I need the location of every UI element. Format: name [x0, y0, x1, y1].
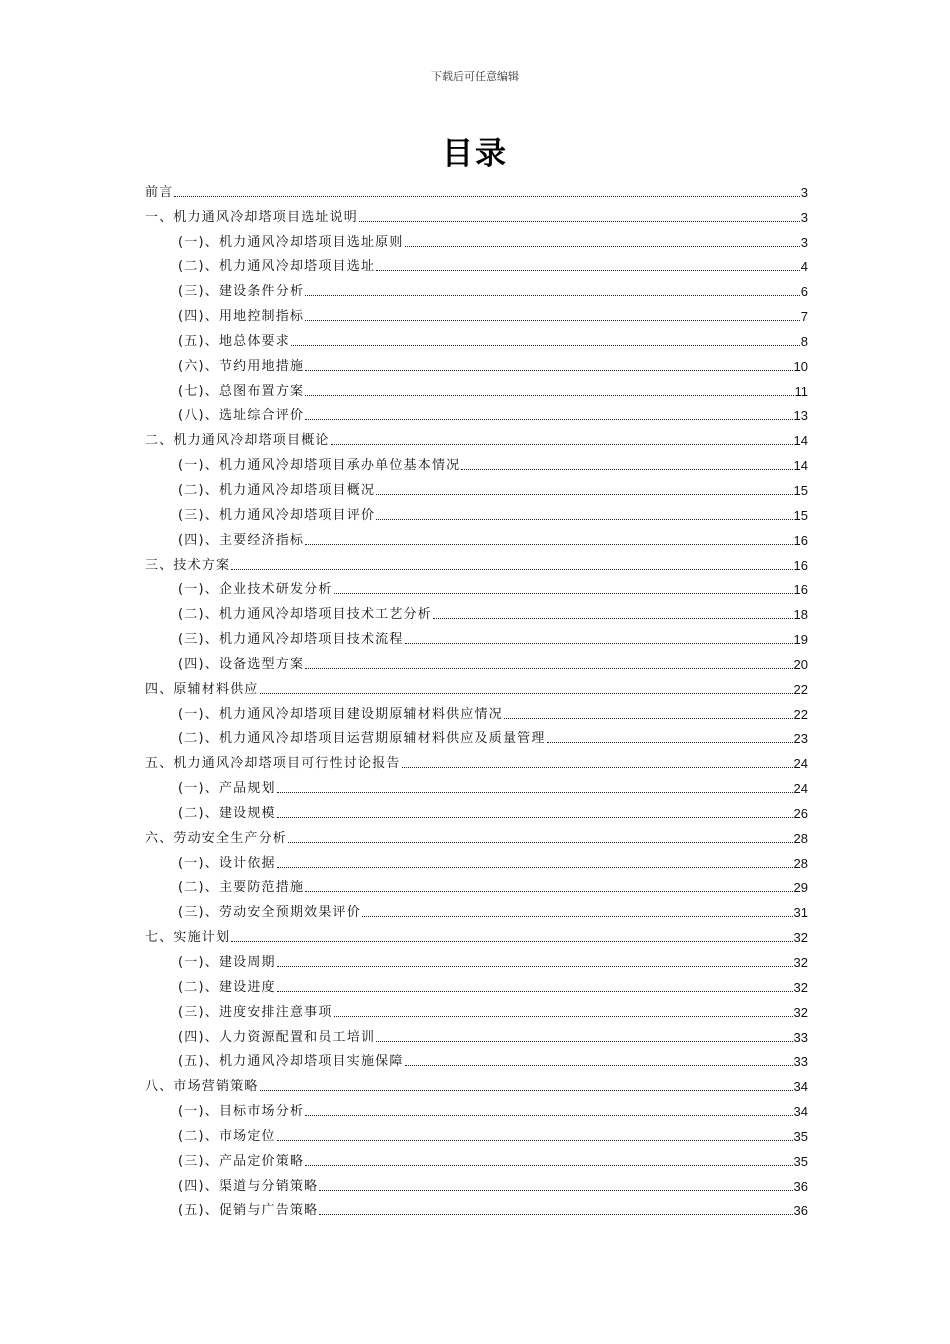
toc-entry-label: 前言: [145, 184, 174, 200]
toc-dot-leader: [277, 817, 793, 818]
toc-entry-label: (三)、机力通风冷却塔项目技术流程: [178, 632, 404, 648]
toc-page-number: 15: [793, 482, 808, 498]
toc-dot-leader: [359, 221, 800, 222]
toc-section-entry[interactable]: [145, 251, 808, 276]
toc-section-entry[interactable]: [145, 971, 808, 996]
header-note: 下载后可任意编辑: [431, 70, 519, 83]
toc-page-number: 10: [793, 358, 808, 374]
toc-section-entry[interactable]: [145, 400, 808, 425]
toc-page-number: 4: [800, 259, 808, 275]
toc-dot-leader: [260, 1090, 793, 1091]
toc-dot-leader: [504, 718, 793, 719]
toc-dot-leader: [362, 916, 793, 917]
toc-section-entry[interactable]: [145, 797, 808, 822]
toc-dot-leader: [334, 1016, 793, 1017]
toc-section-entry[interactable]: [145, 896, 808, 921]
toc-dot-leader: [405, 1065, 793, 1066]
toc-section-entry[interactable]: [145, 499, 808, 524]
toc-dot-leader: [331, 444, 793, 445]
toc-page-number: 26: [793, 805, 808, 821]
toc-section-entry[interactable]: [145, 574, 808, 599]
toc-page-number: 18: [793, 607, 808, 623]
toc-dot-leader: [376, 1041, 792, 1042]
toc-page-number: 33: [793, 1029, 808, 1045]
table-of-contents: [145, 176, 808, 1219]
toc-entry-label: 六、劳动安全生产分析: [145, 830, 288, 846]
toc-dot-leader: [305, 295, 800, 296]
toc-section-entry[interactable]: [145, 1095, 808, 1120]
toc-page-number: 20: [793, 656, 808, 672]
toc-entry-label: (二)、主要防范措施: [178, 880, 305, 896]
toc-entry-label: (六)、节约用地措施: [178, 358, 305, 374]
toc-section-entry[interactable]: [145, 275, 808, 300]
toc-dot-leader: [288, 842, 793, 843]
toc-entry-label: (五)、促销与广告策略: [178, 1203, 319, 1219]
toc-section-entry[interactable]: [145, 847, 808, 872]
toc-dot-leader: [405, 246, 800, 247]
toc-section-entry[interactable]: [145, 300, 808, 325]
toc-entry-label: (三)、劳动安全预期效果评价: [178, 905, 361, 921]
toc-section-entry[interactable]: [145, 872, 808, 897]
toc-page-number: 32: [793, 979, 808, 995]
toc-dot-leader: [402, 767, 793, 768]
toc-entry-label: (四)、用地控制指标: [178, 309, 305, 325]
toc-page-number: 36: [793, 1203, 808, 1219]
toc-dot-leader: [231, 941, 792, 942]
toc-page-number: 32: [793, 955, 808, 970]
toc-page-number: 24: [793, 756, 808, 772]
toc-dot-leader: [277, 991, 793, 992]
toc-entry-label: (二)、机力通风冷却塔项目选址: [178, 259, 376, 275]
toc-dot-leader: [174, 196, 799, 197]
toc-section-entry[interactable]: [145, 375, 808, 400]
toc-entry-label: (二)、建设进度: [178, 979, 276, 995]
toc-entry-label: (一)、目标市场分析: [178, 1104, 305, 1120]
toc-entry-label: 五、机力通风冷却塔项目可行性讨论报告: [145, 756, 401, 772]
toc-dot-leader: [305, 1115, 792, 1116]
toc-section-entry[interactable]: [145, 946, 808, 971]
toc-page-number: 23: [793, 731, 808, 747]
toc-dot-leader: [376, 519, 792, 520]
toc-section-entry[interactable]: [145, 524, 808, 549]
toc-entry-label: (二)、建设规模: [178, 805, 276, 821]
toc-page-number: 36: [793, 1178, 808, 1194]
toc-entry-label: (四)、人力资源配置和员工培训: [178, 1029, 376, 1045]
toc-entry-label: (三)、建设条件分析: [178, 284, 305, 300]
toc-page-number: 28: [793, 855, 808, 871]
toc-page-number: 33: [793, 1054, 808, 1070]
toc-dot-leader: [376, 270, 800, 271]
toc-page-number: 3: [800, 184, 808, 200]
toc-entry-label: (四)、设备选型方案: [178, 656, 305, 672]
toc-section-entry[interactable]: [145, 1120, 808, 1145]
toc-section-entry[interactable]: [145, 449, 808, 474]
toc-entry-label: (四)、主要经济指标: [178, 532, 305, 548]
toc-dot-leader: [260, 693, 793, 694]
toc-page-number: 11: [794, 383, 808, 399]
toc-page-number: 6: [800, 284, 808, 300]
toc-entry-label: 二、机力通风冷却塔项目概论: [145, 433, 330, 449]
toc-section-entry[interactable]: [145, 474, 808, 499]
toc-page-number: 35: [793, 1128, 808, 1144]
toc-section-entry[interactable]: [145, 648, 808, 673]
toc-page-number: 16: [793, 557, 808, 573]
toc-page-number: 29: [793, 880, 808, 896]
toc-entry-label: 一、机力通风冷却塔项目选址说明: [145, 209, 359, 225]
toc-entry-label: (一)、产品规划: [178, 781, 276, 797]
toc-dot-leader: [291, 345, 800, 346]
toc-page-number: 15: [793, 507, 808, 523]
toc-dot-leader: [305, 419, 792, 420]
toc-page-number: 28: [793, 830, 808, 846]
toc-page-number: 14: [793, 458, 808, 474]
toc-title: 目录: [442, 136, 508, 172]
toc-page-number: 22: [793, 706, 808, 722]
toc-dot-leader: [461, 469, 792, 470]
toc-dot-leader: [305, 1165, 792, 1166]
toc-section-entry[interactable]: [145, 1170, 808, 1195]
toc-dot-leader: [305, 320, 800, 321]
toc-chapter-entry[interactable]: [145, 673, 808, 698]
toc-entry-label: 三、技术方案: [145, 557, 231, 573]
toc-page-number: 3: [800, 209, 808, 225]
toc-entry-label: (一)、设计依据: [178, 855, 276, 871]
toc-entry-label: 八、市场营销策略: [145, 1079, 259, 1095]
toc-dot-leader: [305, 544, 792, 545]
toc-page-number: 16: [793, 582, 808, 598]
toc-entry-label: (三)、机力通风冷却塔项目评价: [178, 507, 376, 523]
toc-chapter-entry[interactable]: [145, 176, 808, 201]
toc-entry-label: (八)、选址综合评价: [178, 408, 305, 424]
toc-dot-leader: [405, 643, 793, 644]
toc-section-entry[interactable]: [145, 723, 808, 748]
toc-page-number: 14: [793, 433, 808, 449]
toc-entry-label: (二)、机力通风冷却塔项目运营期原辅材料供应及质量管理: [178, 731, 546, 747]
toc-page-number: 8: [800, 333, 808, 349]
toc-entry-label: (五)、地总体要求: [178, 333, 290, 349]
toc-dot-leader: [305, 370, 792, 371]
toc-dot-leader: [433, 618, 793, 619]
toc-entry-label: (二)、机力通风冷却塔项目概况: [178, 482, 376, 498]
toc-dot-leader: [319, 1214, 792, 1215]
toc-page-number: 16: [793, 532, 808, 548]
toc-dot-leader: [277, 1140, 793, 1141]
toc-dot-leader: [277, 966, 793, 967]
toc-chapter-entry[interactable]: [145, 822, 808, 847]
toc-chapter-entry[interactable]: [145, 1070, 808, 1095]
toc-page-number: 22: [793, 681, 808, 697]
toc-page-number: 34: [793, 1104, 808, 1120]
toc-entry-label: (二)、市场定位: [178, 1128, 276, 1144]
toc-entry-label: (三)、产品定价策略: [178, 1153, 305, 1169]
toc-dot-leader: [305, 668, 792, 669]
toc-page-number: 7: [800, 309, 808, 325]
toc-entry-label: (三)、进度安排注意事项: [178, 1004, 333, 1020]
toc-section-entry[interactable]: [145, 1195, 808, 1220]
toc-dot-leader: [231, 569, 792, 570]
toc-dot-leader: [334, 593, 793, 594]
toc-entry-label: (一)、建设周期: [178, 955, 276, 970]
toc-section-entry[interactable]: [145, 698, 808, 723]
toc-section-entry[interactable]: [145, 226, 808, 251]
toc-entry-label: (一)、机力通风冷却塔项目建设期原辅材料供应情况: [178, 706, 503, 722]
toc-page-number: 13: [793, 408, 808, 424]
toc-entry-label: (二)、机力通风冷却塔项目技术工艺分析: [178, 607, 432, 623]
toc-section-entry[interactable]: [145, 350, 808, 375]
toc-page-number: 32: [793, 1004, 808, 1020]
toc-chapter-entry[interactable]: [145, 747, 808, 772]
toc-page-number: 19: [793, 632, 808, 648]
toc-page-number: 32: [793, 930, 808, 946]
toc-entry-label: (一)、机力通风冷却塔项目承办单位基本情况: [178, 458, 461, 474]
toc-section-entry[interactable]: [145, 1021, 808, 1046]
toc-section-entry[interactable]: [145, 325, 808, 350]
toc-entry-label: (四)、渠道与分销策略: [178, 1178, 319, 1194]
toc-chapter-entry[interactable]: [145, 201, 808, 226]
toc-section-entry[interactable]: [145, 996, 808, 1021]
toc-section-entry[interactable]: [145, 623, 808, 648]
toc-chapter-entry[interactable]: [145, 424, 808, 449]
toc-section-entry[interactable]: [145, 1046, 808, 1071]
toc-entry-label: (七)、总图布置方案: [178, 383, 305, 399]
toc-dot-leader: [319, 1190, 792, 1191]
toc-dot-leader: [547, 742, 793, 743]
toc-entry-label: 四、原辅材料供应: [145, 681, 259, 697]
toc-section-entry[interactable]: [145, 1145, 808, 1170]
toc-page-number: 34: [793, 1079, 808, 1095]
toc-entry-label: (一)、企业技术研发分析: [178, 582, 333, 598]
toc-dot-leader: [277, 867, 793, 868]
toc-page-number: 3: [800, 234, 808, 250]
toc-dot-leader: [376, 494, 792, 495]
toc-chapter-entry[interactable]: [145, 549, 808, 574]
toc-chapter-entry[interactable]: [145, 921, 808, 946]
toc-page-number: 24: [793, 781, 808, 797]
toc-section-entry[interactable]: [145, 772, 808, 797]
toc-entry-label: (一)、机力通风冷却塔项目选址原则: [178, 234, 404, 250]
toc-entry-label: 七、实施计划: [145, 930, 231, 946]
toc-dot-leader: [277, 792, 793, 793]
toc-section-entry[interactable]: [145, 598, 808, 623]
toc-dot-leader: [305, 891, 792, 892]
toc-dot-leader: [305, 395, 793, 396]
toc-entry-label: (五)、机力通风冷却塔项目实施保障: [178, 1054, 404, 1070]
toc-page-number: 31: [793, 905, 808, 921]
toc-page-number: 35: [793, 1153, 808, 1169]
